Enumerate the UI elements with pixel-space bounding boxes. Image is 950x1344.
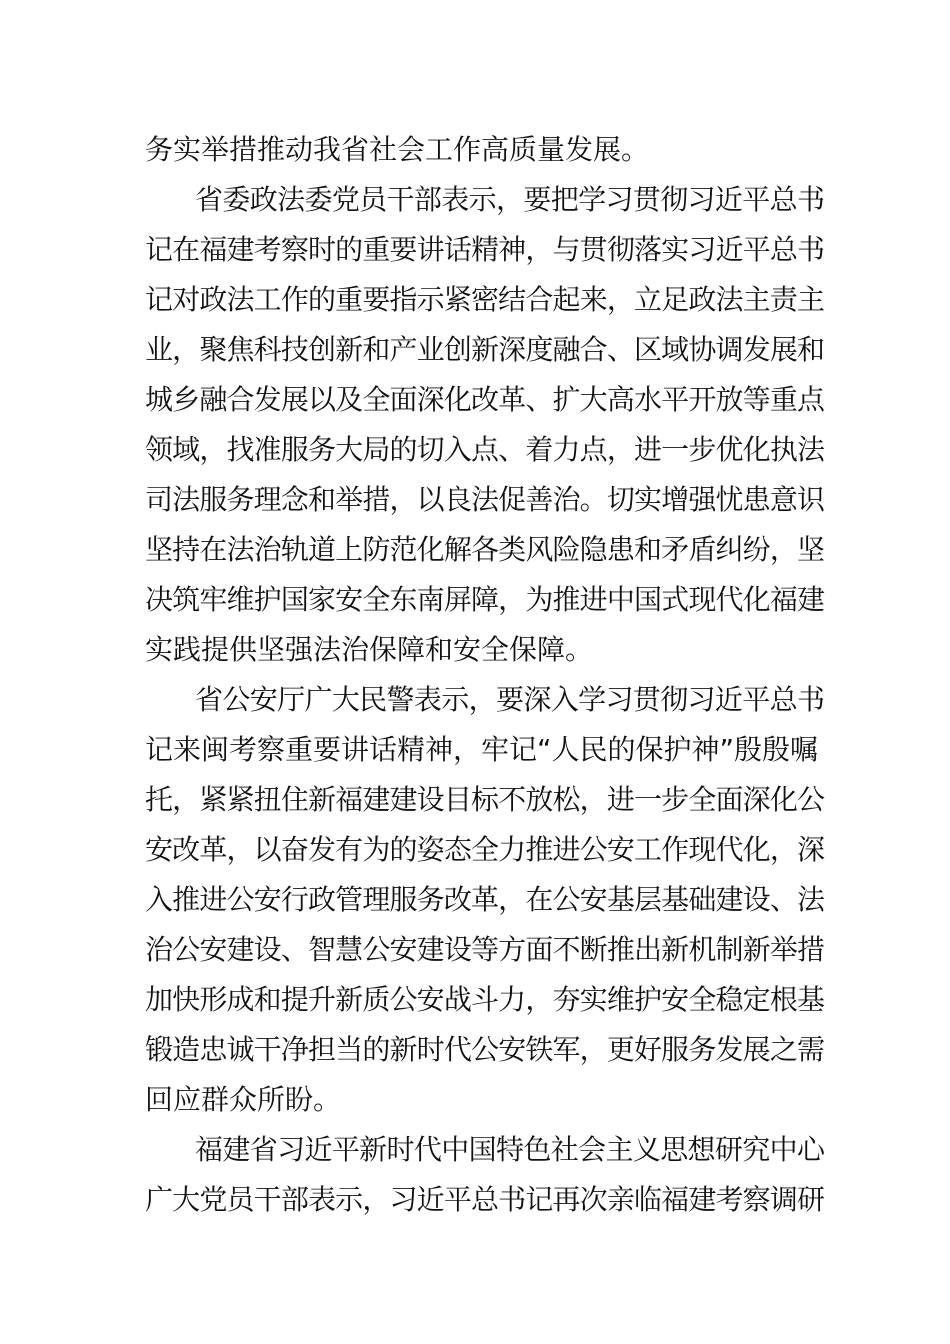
text-line: 决筑牢维护国家安全东南屏障，为推进中国式现代化福建 xyxy=(145,583,825,616)
text-line: 务实举措推动我省社会工作高质量发展。 xyxy=(145,133,650,166)
text-line: 领域，找准服务大局的切入点、着力点，进一步优化执法 xyxy=(145,433,825,466)
text-line: 城乡融合发展以及全面深化改革、扩大高水平开放等重点 xyxy=(145,383,825,416)
text-line: 加快形成和提升新质公安战斗力，夯实维护安全稳定根基 xyxy=(145,983,825,1016)
text-line: 锻造忠诚干净担当的新时代公安铁军，更好服务发展之需 xyxy=(145,1033,825,1066)
text-line: 入推进公安行政管理服务改革，在公安基层基础建设、法 xyxy=(145,883,825,916)
text-line: 安改革，以奋发有为的姿态全力推进公安工作现代化，深 xyxy=(145,833,825,866)
text-line: 回应群众所盼。 xyxy=(145,1083,342,1116)
text-line: 记在福建考察时的重要讲话精神，与贯彻落实习近平总书 xyxy=(145,233,825,266)
text-line: 司法服务理念和举措，以良法促善治。切实增强忧患意识 xyxy=(145,483,825,516)
paragraph-start-line: 省公安厅广大民警表示，要深入学习贯彻习近平总书 xyxy=(195,683,825,716)
text-line: 记对政法工作的重要指示紧密结合起来，立足政法主责主 xyxy=(145,283,825,316)
paragraph-start-line: 福建省习近平新时代中国特色社会主义思想研究中心 xyxy=(195,1133,825,1166)
text-line: 实践提供坚强法治保障和安全保障。 xyxy=(145,633,594,666)
text-line: 广大党员干部表示，习近平总书记再次亲临福建考察调研 xyxy=(145,1183,825,1216)
paragraph-start-line: 省委政法委党员干部表示，要把学习贯彻习近平总书 xyxy=(195,183,825,216)
text-line: 治公安建设、智慧公安建设等方面不断推出新机制新举措 xyxy=(145,933,825,966)
text-line: 业，聚焦科技创新和产业创新深度融合、区域协调发展和 xyxy=(145,333,825,366)
text-line: 托，紧紧扭住新福建建设目标不放松，进一步全面深化公 xyxy=(145,783,825,816)
text-line: 坚持在法治轨道上防范化解各类风险隐患和矛盾纠纷，坚 xyxy=(145,533,825,566)
text-line: 记来闽考察重要讲话精神，牢记“人民的保护神”殷殷嘱 xyxy=(145,733,819,766)
